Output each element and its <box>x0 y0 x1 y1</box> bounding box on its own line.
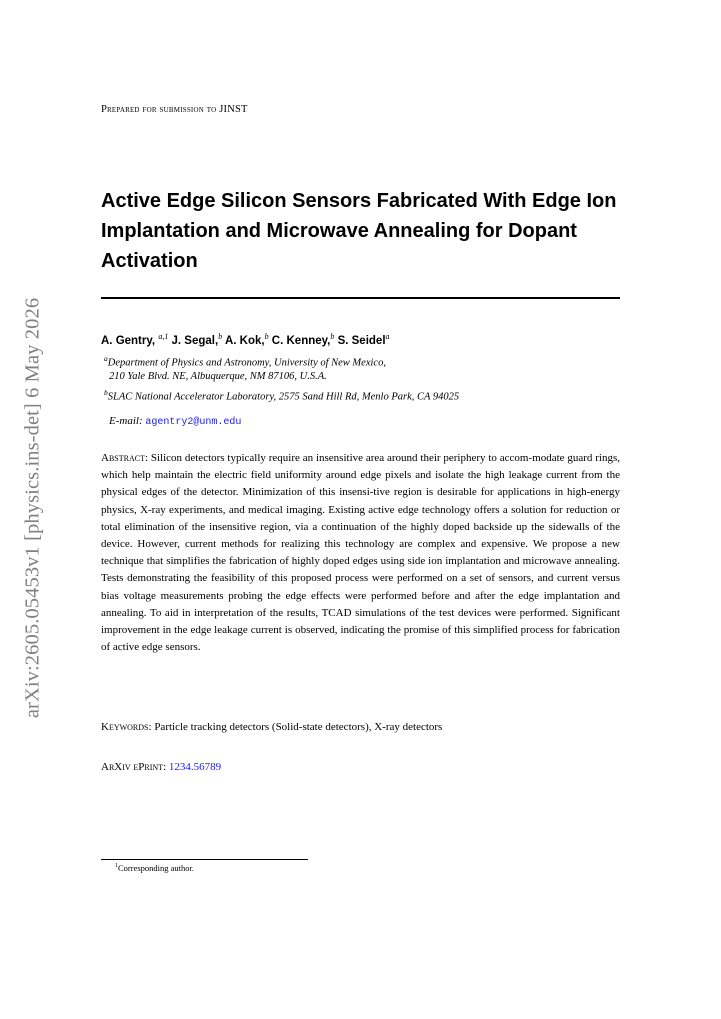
footnote-mark: 1 <box>115 863 118 870</box>
affiliation-a <box>104 354 386 369</box>
affiliation-b <box>104 388 459 403</box>
affiliation-mark: b <box>104 388 108 397</box>
affiliation-mark: a <box>104 354 108 363</box>
affiliation-text: Department of Physics and Astronomy, University of New Mexico, <box>107 357 386 369</box>
affiliation-text: SLAC National Accelerator Laboratory, 2575 Sand Hill Rd, Menlo Park, CA 94025 <box>107 391 460 403</box>
paper-title <box>101 186 631 276</box>
arxiv-stamp <box>8 258 58 758</box>
affiliation-mark: b <box>330 332 335 341</box>
footnote <box>115 863 194 873</box>
abstract-label: Abstract: <box>101 452 149 464</box>
author-list <box>101 332 631 347</box>
abstract-text: Silicon detectors typically require an insensitive area around their periphery to accom-modate guard rings, which help maintain the electric field uniformity around edge pixels and isolate the high leakage current from the physical edges of the detector. Minimization of this insensi-tive region is desirable for applications in high-energy physics, X-ray experiments, and medical imaging. Existing active edge technology offers a solution for reduction or total elimination of the insensitive region, via a continuation of the highly doped backside up the sidewalls of the device. However, current methods for realizing this technology are complex and expensive. We propose a new technique that simplifies the fabrication of highly doped edges using side ion implantation and microwave annealing. Tests demonstrating the feasibility of this proposed process were performed on a set of sensors, and current versus bias voltage measurements probing the edge effects were performed before and after the edge implantation and annealing. To aid in interpretation of the results, TCAD simulations of the test devices were performed. Significant improvement in the edge leakage current is observed, indicating the promise of this simplified process for fabrication of active edge sensors. <box>101 452 620 654</box>
eprint-label: ArXiv ePrint: <box>101 761 167 773</box>
submission-note: Prepared for submission to JINST <box>101 104 248 115</box>
keywords <box>101 721 442 733</box>
title-line: Activation <box>101 250 198 272</box>
title-divider <box>101 297 620 299</box>
author-name: J. Segal, <box>171 334 219 347</box>
title-line: Active Edge Silicon Sensors Fabricated With Edge Ion <box>101 190 617 212</box>
footnote-divider <box>101 859 308 860</box>
author-name: S. Seidel <box>337 334 386 347</box>
affiliation-mark: b <box>218 332 223 341</box>
keywords-label: Keywords: <box>101 721 152 733</box>
author-name: A. Kok, <box>224 334 265 347</box>
arxiv-identifier: arXiv:2605.05453v1 [physics.ins-det] 6 May 2026 <box>21 297 44 719</box>
keywords-text: Particle tracking detectors (Solid-state detectors), X-ray detectors <box>154 721 443 733</box>
author-name: A. Gentry, <box>101 334 156 347</box>
email-link[interactable]: agentry2@unm.edu <box>145 417 242 428</box>
contact-email <box>109 415 241 428</box>
affiliation-mark: a,1 <box>158 332 169 341</box>
title-line: Implantation and Microwave Annealing for Dopant <box>101 220 577 242</box>
affiliation-mark: a <box>385 332 390 341</box>
author-name: C. Kenney, <box>271 334 331 347</box>
abstract <box>101 450 620 656</box>
footnote-text: Corresponding author. <box>118 863 195 873</box>
eprint-link[interactable]: 1234.56789 <box>168 761 222 773</box>
email-label: E-mail: <box>109 415 143 427</box>
affiliation-a-address: 210 Yale Blvd. NE, Albuquerque, NM 87106, U.S.A. <box>109 371 327 382</box>
arxiv-eprint <box>101 761 221 773</box>
affiliation-mark: b <box>264 332 269 341</box>
